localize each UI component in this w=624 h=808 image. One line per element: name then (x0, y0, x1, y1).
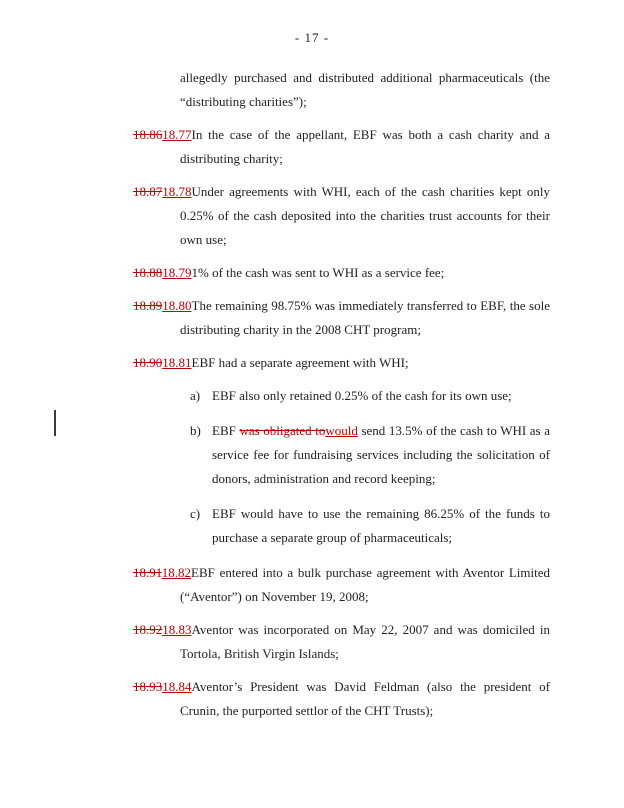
numbered-paragraph (133, 618, 550, 666)
sub-item-b (190, 419, 550, 491)
inserted-paragraph-number: 18.77 (162, 127, 192, 142)
deleted-paragraph-number: 18.90 (133, 355, 163, 370)
deleted-paragraph-number: 18.92 (133, 622, 163, 637)
deleted-paragraph-number: 18.87 (133, 184, 163, 199)
paragraph-text: In the case of the appellant, EBF was both a cash charity and a distributing charity; (180, 127, 550, 166)
numbered-paragraph (133, 261, 550, 285)
deleted-text: was obligated to (239, 423, 326, 438)
deleted-paragraph-number: 18.86 (133, 127, 163, 142)
document-body (0, 66, 624, 723)
numbered-paragraph (133, 294, 550, 342)
inserted-paragraph-number: 18.84 (162, 679, 192, 694)
paragraph-text: 1% of the cash was sent to WHI as a service fee; (191, 265, 445, 280)
inserted-paragraph-number: 18.80 (162, 298, 192, 313)
sub-item-c (190, 502, 550, 550)
continuation-paragraph (180, 66, 550, 114)
paragraph-text: allegedly purchased and distributed additional pharmaceuticals (the “distributing charities”); (180, 70, 550, 109)
inserted-text: would (325, 423, 358, 438)
deleted-paragraph-number: 18.93 (133, 679, 163, 694)
inserted-paragraph-number: 18.82 (161, 565, 192, 580)
revision-change-bar (54, 410, 56, 436)
sub-item-marker: c) (190, 506, 201, 521)
paragraph-text: Aventor’s President was David Feldman (also the president of Crunin, the purported settlor of the CHT Trusts); (180, 679, 550, 718)
numbered-paragraph (133, 180, 550, 252)
deleted-paragraph-number: 18.91 (133, 565, 162, 580)
paragraph-text: EBF had a separate agreement with WHI; (191, 355, 409, 370)
sub-item-text: EBF would have to use the remaining 86.25% of the funds to purchase a separate group of pharmaceuticals; (212, 506, 550, 545)
paragraph-text: The remaining 98.75% was immediately transferred to EBF, the sole distributing charity in the 2008 CHT program; (180, 298, 550, 337)
page-number: - 17 - (294, 30, 330, 45)
sub-item-text: EBF (212, 423, 240, 438)
numbered-paragraph (133, 675, 550, 723)
deleted-paragraph-number: 18.88 (133, 265, 163, 280)
sub-item-marker: b) (190, 423, 201, 438)
numbered-paragraph (133, 351, 550, 375)
inserted-paragraph-number: 18.81 (162, 355, 192, 370)
inserted-paragraph-number: 18.83 (162, 622, 192, 637)
numbered-paragraph (133, 123, 550, 171)
inserted-paragraph-number: 18.79 (162, 265, 192, 280)
sub-item-marker: a) (190, 388, 201, 403)
sub-item-text: send 13.5% of the cash to WHI as a service fee for fundraising services including the solicitation of donors, administration and record keeping; (212, 423, 550, 486)
sub-item-a (190, 384, 550, 408)
inserted-paragraph-number: 18.78 (162, 184, 192, 199)
paragraph-text: Under agreements with WHI, each of the cash charities kept only 0.25% of the cash deposited into the charities trust accounts for their own use; (180, 184, 550, 247)
paragraph-text: Aventor was incorporated on May 22, 2007 and was domiciled in Tortola, British Virgin Islands; (180, 622, 550, 661)
deleted-paragraph-number: 18.89 (133, 298, 163, 313)
paragraph-text: EBF entered into a bulk purchase agreement with Aventor Limited (“Aventor”) on November 19, 2008; (180, 565, 550, 604)
numbered-paragraph (133, 561, 550, 609)
sub-item-text: EBF also only retained 0.25% of the cash for its own use; (212, 388, 512, 403)
